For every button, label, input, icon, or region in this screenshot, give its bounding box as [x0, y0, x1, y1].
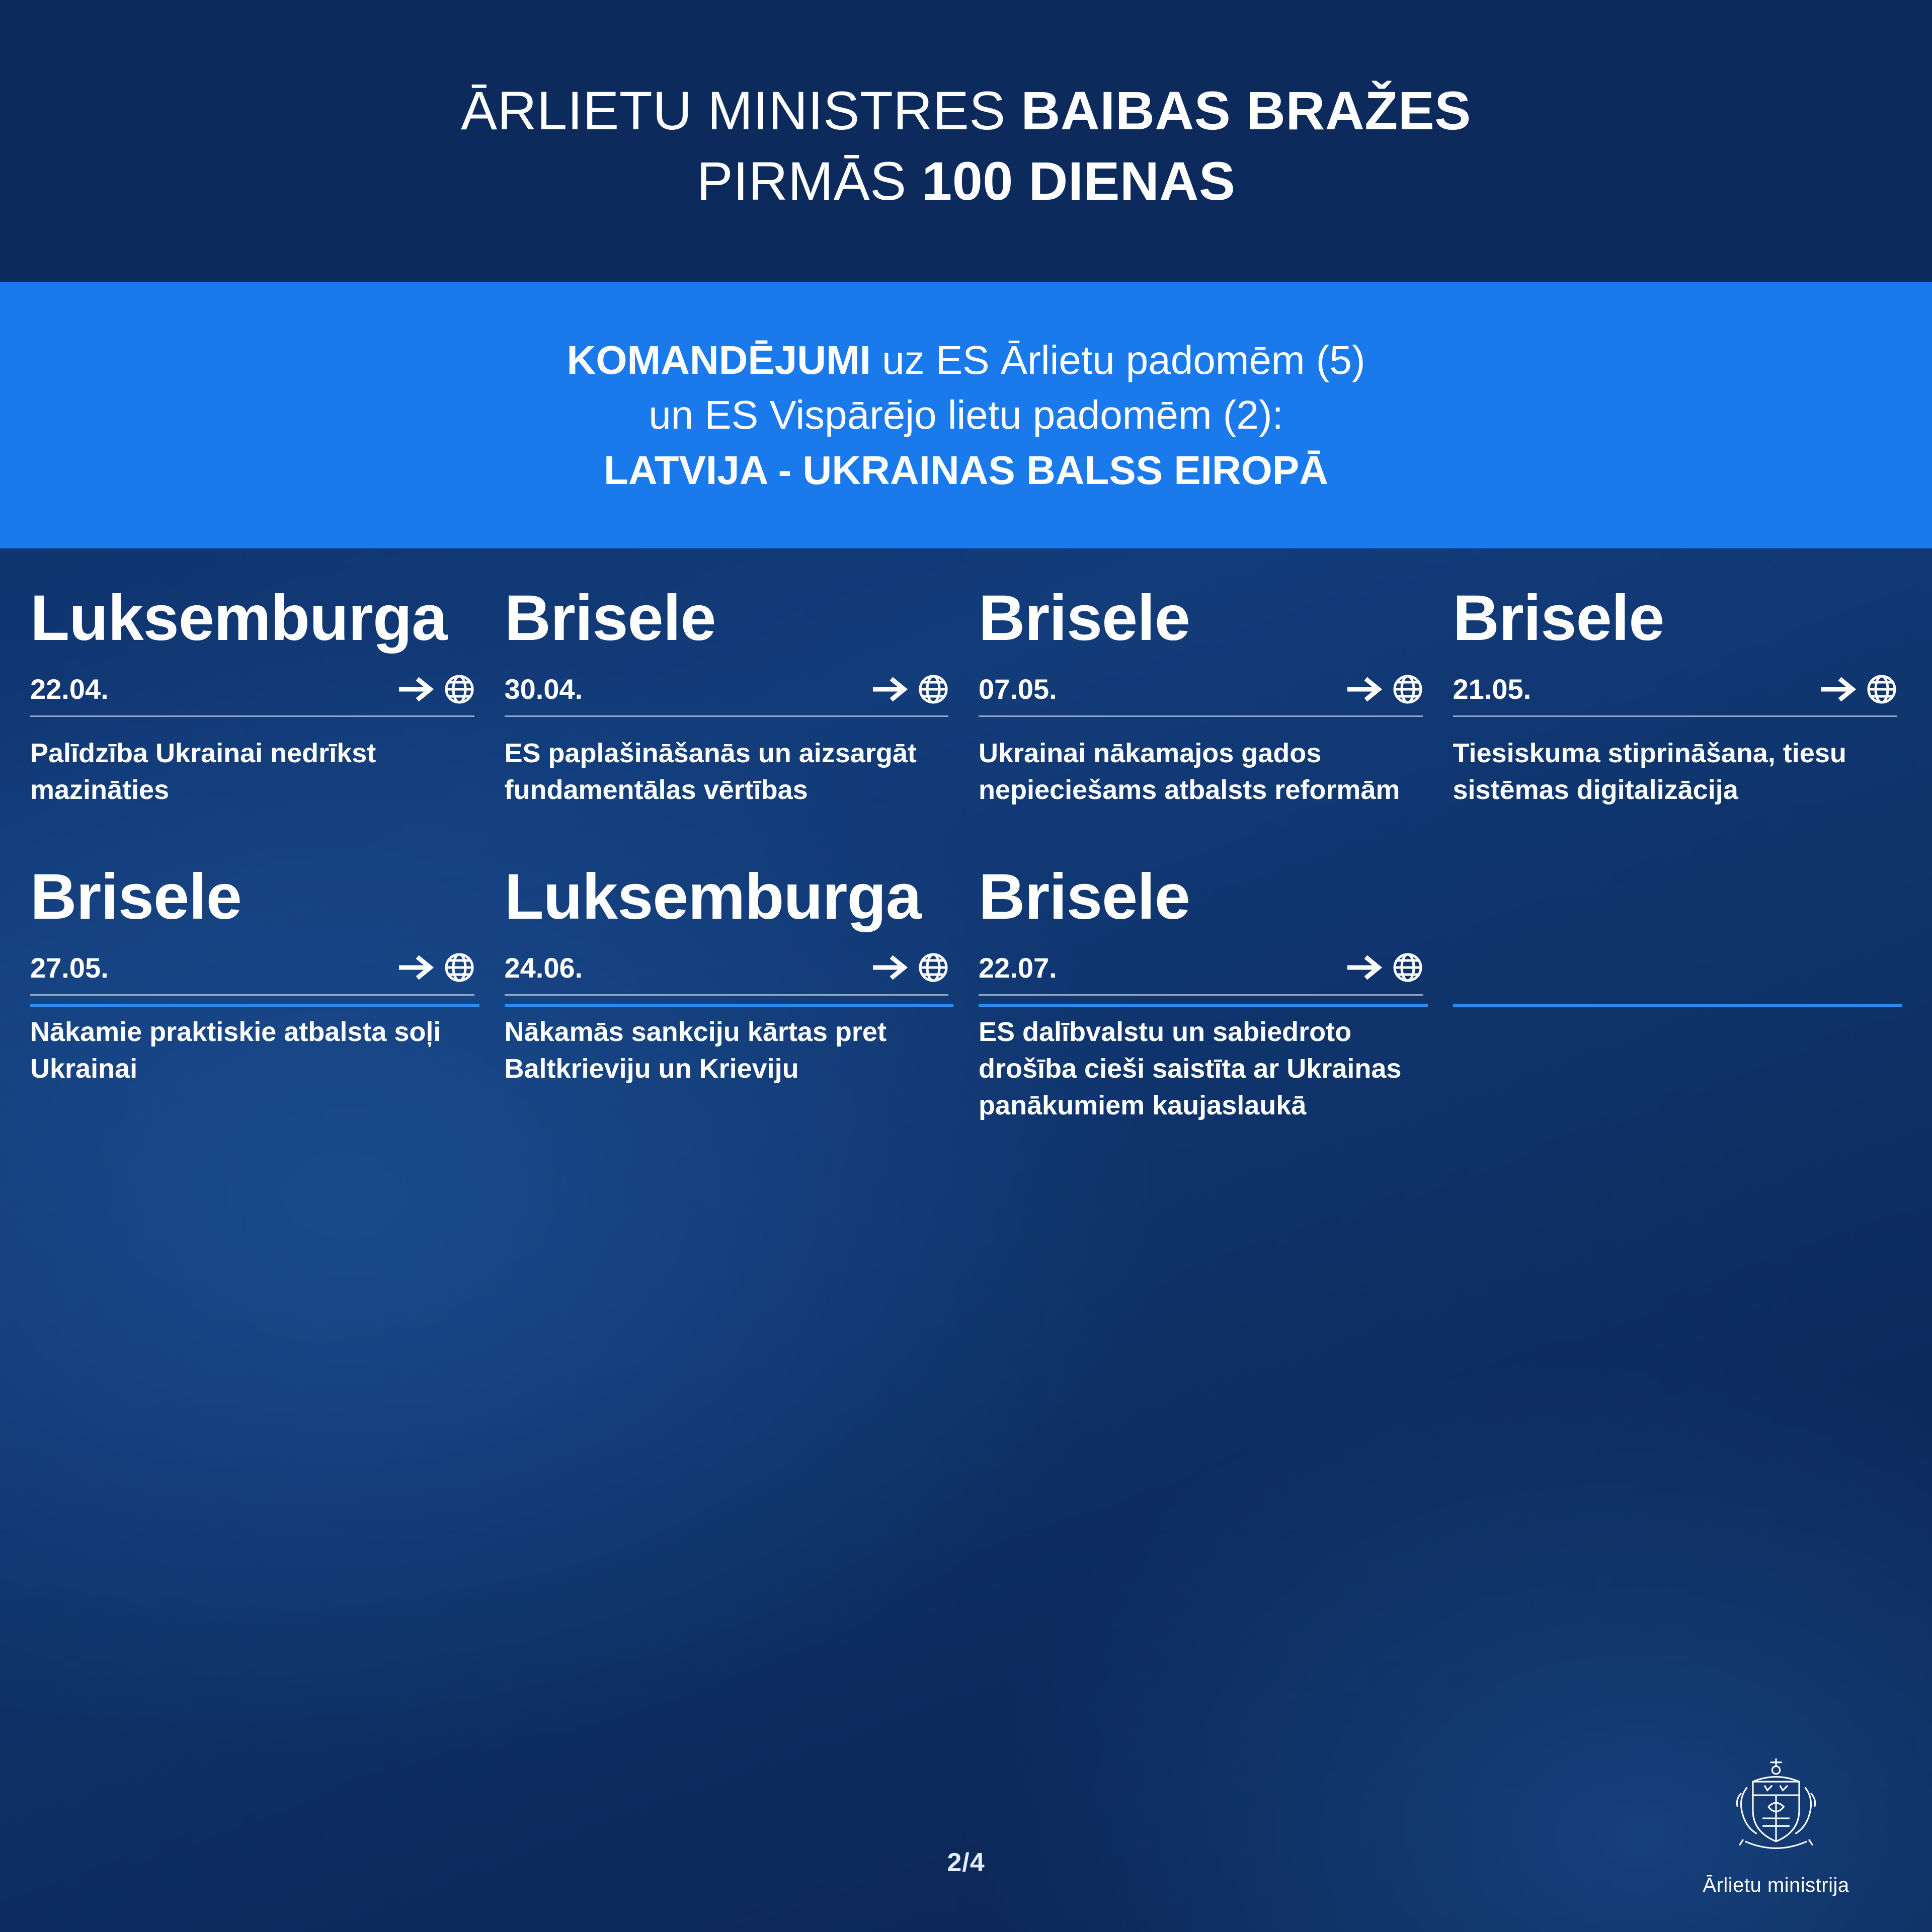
trip-description: Nākamie praktiskie atbalsta soļi Ukrainai — [30, 1016, 441, 1084]
trip-city: Brisele — [30, 860, 242, 933]
globe-icon — [444, 674, 474, 704]
arrow-right-icon — [1347, 676, 1384, 702]
header-title-line1 — [461, 75, 1471, 146]
trip-meta — [979, 673, 1423, 717]
trip-meta — [30, 673, 474, 717]
trip-city: Luksemburga — [30, 582, 447, 654]
arrow-right-icon — [873, 676, 909, 702]
trip-icons — [873, 952, 948, 983]
banner-line1 — [567, 333, 1365, 388]
globe-icon — [1393, 952, 1423, 983]
banner-line1-bold: KOMANDĒJUMI — [567, 337, 871, 382]
page-number: 2/4 — [947, 1848, 985, 1877]
trip-icons — [1347, 674, 1423, 704]
header-title-line1-bold: BAIBAS BRAŽES — [1021, 79, 1471, 141]
trip-date: 22.04. — [30, 673, 109, 705]
trip-city: Brisele — [504, 582, 716, 654]
trip-description: Palīdzība Ukrainai nedrīkst mazināties — [30, 738, 376, 805]
section-banner — [0, 282, 1932, 548]
logo-caption: Ārlietu ministrija — [1703, 1874, 1849, 1896]
trip-icons — [399, 952, 474, 983]
arrow-right-icon — [1821, 676, 1858, 702]
banner-line3-bold: LATVIJA - UKRAINAS BALSS EIROPĀ — [603, 447, 1329, 493]
header-title-line2-bold: 100 DIENAS — [922, 150, 1236, 211]
banner-line3 — [604, 443, 1328, 498]
banner-line2: un ES Vispārējo lietu padomēm (2): — [649, 392, 1283, 438]
trip-date: 27.05. — [30, 951, 109, 984]
trip-icons — [399, 674, 474, 704]
trip-card — [979, 582, 1428, 809]
trip-meta — [505, 951, 949, 996]
trip-card — [979, 809, 1428, 1124]
trip-description: ES dalībvalstu un sabiedroto drošība cieši saistīta ar Ukrainas panākumiem kaujaslaukā — [979, 1016, 1402, 1120]
coat-of-arms-icon — [1718, 1749, 1834, 1867]
trip-date: 24.06. — [504, 951, 583, 984]
trip-date: 07.05. — [979, 673, 1057, 705]
trip-icons — [1347, 952, 1423, 983]
trip-description: Nākamās sankciju kārtas pret Baltkrieviju un Krieviju — [504, 1016, 887, 1084]
trip-date: 22.07. — [979, 951, 1057, 984]
trip-meta — [30, 951, 474, 996]
header-title-line2-light: PIRMĀS — [696, 150, 922, 211]
page-header — [0, 0, 1932, 282]
arrow-right-icon — [873, 954, 909, 981]
trip-card — [30, 809, 479, 1124]
header-title-line2 — [697, 146, 1236, 216]
header-title-line1-light: ĀRLIETU MINISTRES — [461, 79, 1021, 141]
trip-card — [30, 582, 479, 809]
trips-grid — [30, 582, 1902, 1123]
trip-meta — [505, 673, 949, 717]
trip-card-empty — [1453, 809, 1902, 1124]
trip-icons — [873, 674, 948, 704]
arrow-right-icon — [399, 954, 435, 981]
trip-icons — [1821, 674, 1897, 704]
trip-card — [504, 582, 954, 809]
trip-city: Brisele — [979, 582, 1190, 654]
trip-meta — [979, 951, 1423, 996]
globe-icon — [444, 952, 474, 983]
globe-icon — [1867, 674, 1897, 704]
trip-city: Luksemburga — [504, 860, 921, 933]
trip-date: 30.04. — [504, 673, 583, 705]
ministry-logo — [1680, 1749, 1872, 1897]
trip-card — [1453, 582, 1902, 809]
arrow-right-icon — [1347, 954, 1384, 981]
trip-description: Ukrainai nākamajos gados nepieciešams atbalsts reformām — [979, 738, 1400, 805]
trip-meta — [1453, 673, 1897, 717]
globe-icon — [1393, 674, 1423, 704]
trip-description: ES paplašināšanās un aizsargāt fundamentālas vērtības — [504, 738, 917, 805]
trip-date: 21.05. — [1453, 673, 1532, 705]
banner-line1-rest: uz ES Ārlietu padomēm (5) — [870, 337, 1365, 382]
globe-icon — [918, 674, 948, 704]
trip-city: Brisele — [1453, 582, 1664, 654]
arrow-right-icon — [399, 676, 435, 702]
trip-card — [505, 809, 954, 1124]
trip-description: Tiesiskuma stiprināšana, tiesu sistēmas digitalizācija — [1453, 738, 1846, 805]
trip-city: Brisele — [979, 860, 1190, 933]
globe-icon — [918, 952, 948, 983]
